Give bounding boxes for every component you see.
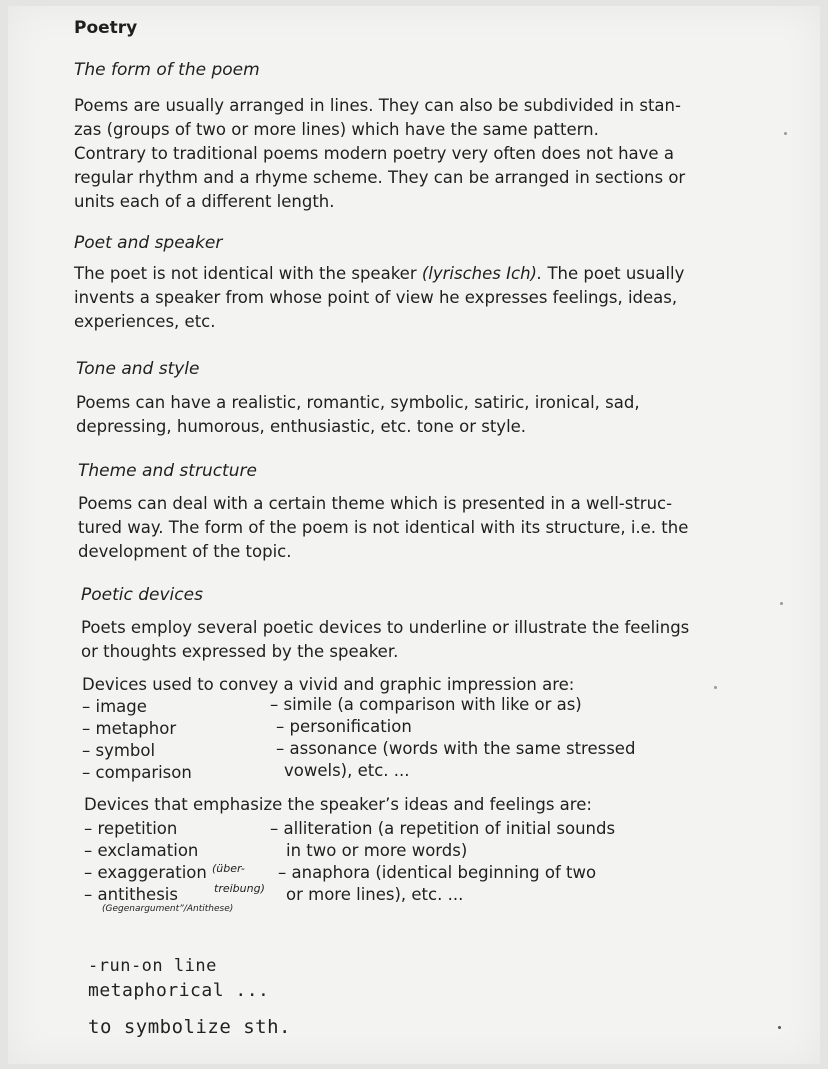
vivid-intro: Devices used to convey a vivid and graphic impression are: bbox=[82, 675, 575, 694]
text-line: zas (groups of two or more lines) which have the same pattern. bbox=[74, 120, 599, 139]
text-line: regular rhythm and a rhyme scheme. They can be arranged in sections or bbox=[74, 168, 686, 187]
heading-theme: Theme and structure bbox=[78, 461, 257, 481]
emph-item: or more lines), etc. ... bbox=[286, 885, 464, 904]
paragraph-form bbox=[74, 94, 734, 214]
scanned-page bbox=[8, 6, 820, 1064]
handwritten-antithesis-note: (Gegenargument”/Antithese) bbox=[102, 904, 234, 914]
text-line: experiences, etc. bbox=[74, 312, 216, 331]
emph-item: – exclamation bbox=[84, 841, 199, 860]
text-line: units each of a different length. bbox=[74, 192, 335, 211]
handwritten-note: -run-on line bbox=[88, 956, 217, 976]
handwritten-note: to symbolize sth. bbox=[88, 1016, 291, 1038]
text-line: Poems can have a realistic, romantic, symbolic, satiric, ironical, sad, bbox=[76, 393, 640, 412]
scan-speck bbox=[714, 686, 717, 689]
emph-item: – repetition bbox=[84, 819, 178, 838]
paragraph-devices bbox=[81, 616, 761, 664]
emph-item: – exaggeration bbox=[84, 863, 207, 882]
emph-item: – antithesis bbox=[84, 885, 178, 904]
vivid-item: – assonance (words with the same stressed bbox=[276, 739, 636, 758]
text-line: Poets employ several poetic devices to underline or illustrate the feelings bbox=[81, 618, 690, 637]
paragraph-tone bbox=[76, 391, 756, 439]
emph-item: in two or more words) bbox=[286, 841, 468, 860]
scan-speck bbox=[780, 602, 783, 605]
text-line: depressing, humorous, enthusiastic, etc. tone or style. bbox=[76, 417, 527, 436]
paragraph-poet bbox=[74, 262, 754, 334]
text-line: development of the topic. bbox=[78, 542, 292, 561]
vivid-item: – comparison bbox=[82, 763, 192, 782]
handwritten-note: metaphorical ... bbox=[88, 980, 270, 1001]
emph-item: – anaphora (identical beginning of two bbox=[278, 863, 597, 882]
text-line: or thoughts expressed by the speaker. bbox=[81, 642, 399, 661]
emph-item: – alliteration (a repetition of initial sounds bbox=[270, 819, 616, 838]
scan-speck bbox=[778, 1026, 781, 1029]
handwritten-exaggeration-note: treibung) bbox=[214, 882, 265, 895]
text-line bbox=[74, 262, 754, 286]
text-line: Poems are usually arranged in lines. They can also be subdivided in stan- bbox=[74, 96, 681, 115]
text-line: invents a speaker from whose point of view he expresses feelings, ideas, bbox=[74, 288, 678, 307]
heading-form: The form of the poem bbox=[74, 60, 260, 80]
heading-tone: Tone and style bbox=[76, 359, 200, 379]
scan-speck bbox=[784, 132, 787, 135]
heading-poet: Poet and speaker bbox=[74, 233, 223, 253]
vivid-item: – symbol bbox=[82, 741, 156, 760]
page-title: Poetry bbox=[74, 18, 138, 38]
paragraph-theme bbox=[78, 492, 758, 564]
handwritten-exaggeration-note: (über- bbox=[212, 862, 245, 875]
vivid-item: vowels), etc. ... bbox=[284, 761, 410, 780]
vivid-item: – metaphor bbox=[82, 719, 177, 738]
vivid-item: – personification bbox=[276, 717, 412, 736]
text-span: The poet usually bbox=[542, 264, 685, 283]
emphasis-text: (lyrisches Ich). bbox=[421, 264, 543, 283]
text-line: Contrary to traditional poems modern poetry very often does not have a bbox=[74, 144, 674, 163]
text-line: Poems can deal with a certain theme which is presented in a well-struc- bbox=[78, 494, 673, 513]
vivid-item: – simile (a comparison with like or as) bbox=[270, 695, 582, 714]
vivid-item: – image bbox=[82, 697, 147, 716]
text-line: tured way. The form of the poem is not identical with its structure, i.e. the bbox=[78, 518, 689, 537]
emph-intro: Devices that emphasize the speaker’s ideas and feelings are: bbox=[84, 795, 592, 814]
heading-devices: Poetic devices bbox=[81, 585, 203, 605]
text-span: The poet is not identical with the speaker bbox=[74, 264, 422, 283]
